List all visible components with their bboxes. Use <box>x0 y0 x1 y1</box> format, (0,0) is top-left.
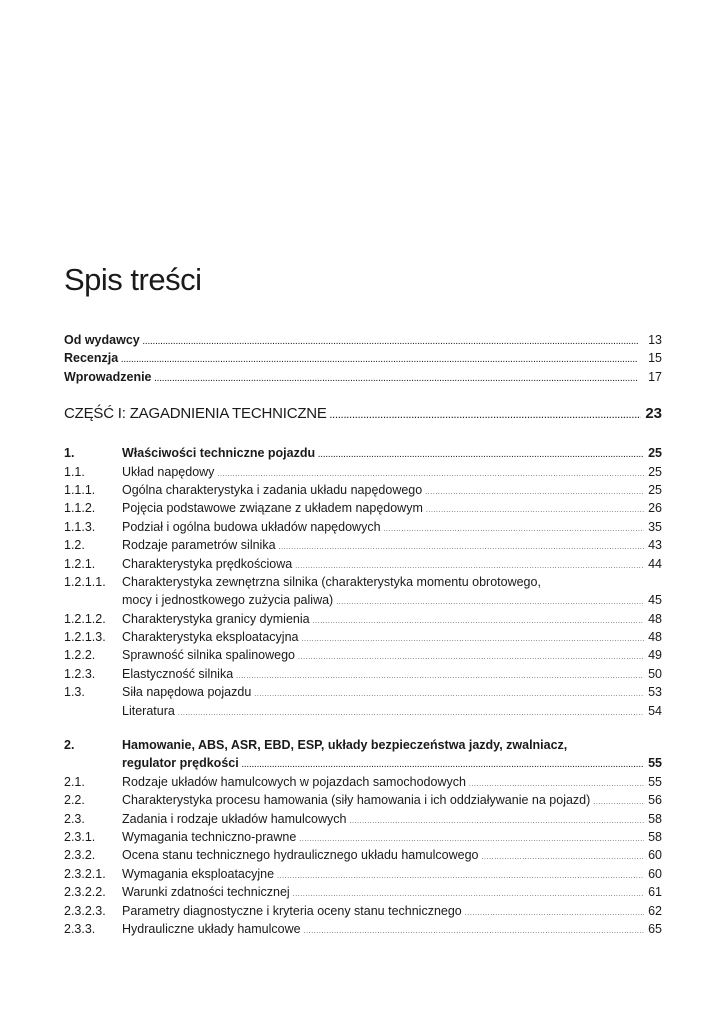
toc-entry-text: Rodzaje parametrów silnika <box>122 538 276 553</box>
toc-entry-text: Hydrauliczne układy hamulcowe <box>122 921 301 936</box>
toc-entry-text: Zadania i rodzaje układów hamulcowych <box>122 811 347 826</box>
toc-page-number: 23 <box>645 405 662 423</box>
toc-entry-text: Charakterystyka prędkościowa <box>122 556 293 571</box>
dot-leader <box>143 339 638 346</box>
dot-leader <box>304 928 644 935</box>
dot-leader <box>465 910 644 917</box>
toc-entry-number: 2. <box>64 738 75 753</box>
toc-entry-text: Siła napędowa pojazdu <box>122 685 252 700</box>
toc-entry-number: 1.3. <box>64 685 85 700</box>
dot-leader <box>349 818 644 825</box>
toc-entry-number: 2.3.2.1. <box>64 866 106 881</box>
toc-entry[interactable] <box>64 702 662 720</box>
toc-entry[interactable] <box>64 665 662 683</box>
toc-entry-number: 1.2.1.1. <box>64 574 106 589</box>
toc-entry-text: mocy i jednostkowego zużycia paliwa) <box>122 593 334 608</box>
dot-leader <box>254 691 644 698</box>
toc-page-number: 25 <box>648 464 662 479</box>
dot-leader <box>330 412 642 420</box>
toc-page-number: 60 <box>648 866 662 881</box>
toc-entry-text: Wprowadzenie <box>64 369 152 384</box>
toc-entry-text: Układ napędowy <box>122 464 215 479</box>
toc-entry-number: 2.3.3. <box>64 921 96 936</box>
toc-page-number: 15 <box>648 351 662 366</box>
toc-entry-text: Charakterystyka eksploatacyjna <box>122 630 299 645</box>
toc-entry-number: 1. <box>64 446 75 461</box>
toc-page-number: 62 <box>648 903 662 918</box>
toc-entry-text: Parametry diagnostyczne i kryteria oceny stanu technicznego <box>122 903 462 918</box>
page-title: Spis treści <box>64 262 202 297</box>
toc-entry[interactable] <box>64 536 662 554</box>
toc-entry[interactable] <box>64 463 662 481</box>
toc-entry-number: 1.2.1. <box>64 556 96 571</box>
toc-entry[interactable] <box>64 628 662 646</box>
dot-leader <box>318 452 644 459</box>
dot-leader <box>277 873 644 880</box>
toc-entry-text: Warunki zdatności technicznej <box>122 885 290 900</box>
toc-page-number: 61 <box>648 885 662 900</box>
toc-entry[interactable] <box>64 481 662 499</box>
toc-entry-number: 1.1.2. <box>64 501 96 516</box>
toc-entry-number: 2.2. <box>64 793 85 808</box>
toc-entry[interactable] <box>64 683 662 701</box>
toc-entry[interactable] <box>64 810 662 828</box>
toc-entry-text: Wymagania eksploatacyjne <box>122 866 275 881</box>
toc-entry-number: 2.3.2.3. <box>64 903 106 918</box>
toc-page-number: 54 <box>648 703 662 718</box>
toc-page-number: 25 <box>648 446 662 461</box>
toc-page-number: 25 <box>648 482 662 497</box>
toc-entry[interactable] <box>64 499 662 517</box>
toc-part-title: CZĘŚĆ I: ZAGADNIENIA TECHNICZNE <box>64 405 327 423</box>
dot-leader <box>298 654 644 661</box>
toc-page-number: 35 <box>648 519 662 534</box>
toc-entry-text: regulator prędkości <box>122 756 239 771</box>
toc-entry-text: Wymagania techniczno-prawne <box>122 829 297 844</box>
toc-entry[interactable] <box>64 555 662 573</box>
toc-entry[interactable] <box>64 883 662 901</box>
toc-entry[interactable] <box>64 791 662 809</box>
dot-leader <box>469 781 644 788</box>
toc-entry-text: Rodzaje układów hamulcowych w pojazdach samochodowych <box>122 774 466 789</box>
toc-entry-part[interactable] <box>64 403 662 425</box>
toc-page-number: 44 <box>648 556 662 571</box>
toc-entry-text: Literatura <box>122 703 175 718</box>
toc-entry[interactable] <box>64 773 662 791</box>
toc-entry[interactable] <box>64 920 662 938</box>
dot-leader <box>425 489 644 496</box>
dot-leader <box>236 673 644 680</box>
toc-page-number: 45 <box>648 593 662 608</box>
toc-entry-number: 2.3. <box>64 811 85 826</box>
toc-page-number: 13 <box>648 333 662 347</box>
toc-entry[interactable] <box>64 846 662 864</box>
toc-page-number: 43 <box>648 538 662 553</box>
toc-page-number: 56 <box>648 793 662 808</box>
toc-entry-text: Od wydawcy <box>64 333 140 347</box>
toc-entry[interactable] <box>64 610 662 628</box>
dot-leader <box>426 507 644 514</box>
toc-entry[interactable] <box>64 865 662 883</box>
dot-leader <box>313 618 644 625</box>
toc-entry-number: 1.2. <box>64 538 85 553</box>
dot-leader <box>293 891 644 898</box>
toc-page-number: 26 <box>648 501 662 516</box>
toc-page-number: 58 <box>648 811 662 826</box>
toc-page-number: 53 <box>648 685 662 700</box>
toc-entry-front[interactable] <box>64 368 662 386</box>
toc-entry-number: 2.3.2.2. <box>64 885 106 900</box>
toc-entry[interactable] <box>64 518 662 536</box>
toc-page-number: 55 <box>648 756 662 771</box>
dot-leader <box>279 544 644 551</box>
dot-leader <box>481 854 644 861</box>
toc-entry-number: 2.1. <box>64 774 85 789</box>
toc-entry-text: Charakterystyka procesu hamowania (siły hamowania i ich oddziaływanie na pojazd) <box>122 793 591 808</box>
toc-entry-number: 1.2.2. <box>64 648 96 663</box>
toc-page-number: 48 <box>648 630 662 645</box>
toc-entry-number: 2.3.2. <box>64 848 96 863</box>
toc-page-number: 17 <box>648 369 662 384</box>
toc-entry-text: Ogólna charakterystyka i zadania układu napędowego <box>122 482 423 497</box>
dot-leader <box>178 710 644 717</box>
toc-page-number: 60 <box>648 848 662 863</box>
toc-entry-number: 1.2.1.2. <box>64 611 106 626</box>
toc-entry-text: Charakterystyka granicy dymienia <box>122 611 310 626</box>
toc-entry-chapter[interactable] <box>64 444 662 462</box>
toc-page-number: 55 <box>648 774 662 789</box>
dot-leader <box>242 762 644 769</box>
toc-entry-text: Ocena stanu technicznego hydraulicznego układu hamulcowego <box>122 848 479 863</box>
dot-leader <box>217 471 644 478</box>
dot-leader <box>336 599 644 606</box>
toc-entry-text: Pojęcia podstawowe związane z układem napędowym <box>122 501 423 516</box>
toc-entry-front[interactable] <box>64 331 662 349</box>
toc-entry-text: Podział i ogólna budowa układów napędowych <box>122 519 381 534</box>
toc-entry-continuation[interactable] <box>64 754 662 772</box>
dot-leader <box>121 357 638 364</box>
toc-page-number: 48 <box>648 611 662 626</box>
toc-page-number: 58 <box>648 829 662 844</box>
toc-entry[interactable] <box>64 573 662 591</box>
toc-entry-text: Charakterystyka zewnętrzna silnika (charakterystyka momentu obrotowego, <box>122 574 541 589</box>
toc-entry-number: 1.1. <box>64 464 85 479</box>
toc-entry-text: Elastyczność silnika <box>122 666 234 681</box>
toc-entry-number: 2.3.1. <box>64 829 96 844</box>
toc-entry-text: Hamowanie, ABS, ASR, EBD, ESP, układy bezpieczeństwa jazdy, zwalniacz, <box>122 738 568 753</box>
toc-entry[interactable] <box>64 902 662 920</box>
dot-leader <box>301 636 644 643</box>
dot-leader <box>299 836 644 843</box>
dot-leader <box>155 376 638 383</box>
toc-page-number: 50 <box>648 666 662 681</box>
toc-entry-number: 1.2.1.3. <box>64 630 106 645</box>
toc-page-number: 65 <box>648 921 662 936</box>
toc-entry-number: 1.1.3. <box>64 519 96 534</box>
toc-entry-number: 1.1.1. <box>64 482 96 497</box>
dot-leader <box>593 799 644 806</box>
toc-entry-chapter[interactable] <box>64 736 662 754</box>
toc-entry-front[interactable] <box>64 349 662 367</box>
toc-entry-text: Właściwości techniczne pojazdu <box>122 446 316 461</box>
toc-entry-continuation[interactable] <box>64 591 662 609</box>
table-of-contents <box>64 331 662 938</box>
toc-entry-text: Sprawność silnika spalinowego <box>122 648 296 663</box>
toc-entry[interactable] <box>64 828 662 846</box>
toc-entry[interactable] <box>64 646 662 664</box>
dot-leader <box>384 526 644 533</box>
toc-entry-text: Recenzja <box>64 351 119 366</box>
dot-leader <box>295 563 644 570</box>
toc-page-number: 49 <box>648 648 662 663</box>
toc-entry-number: 1.2.3. <box>64 666 96 681</box>
